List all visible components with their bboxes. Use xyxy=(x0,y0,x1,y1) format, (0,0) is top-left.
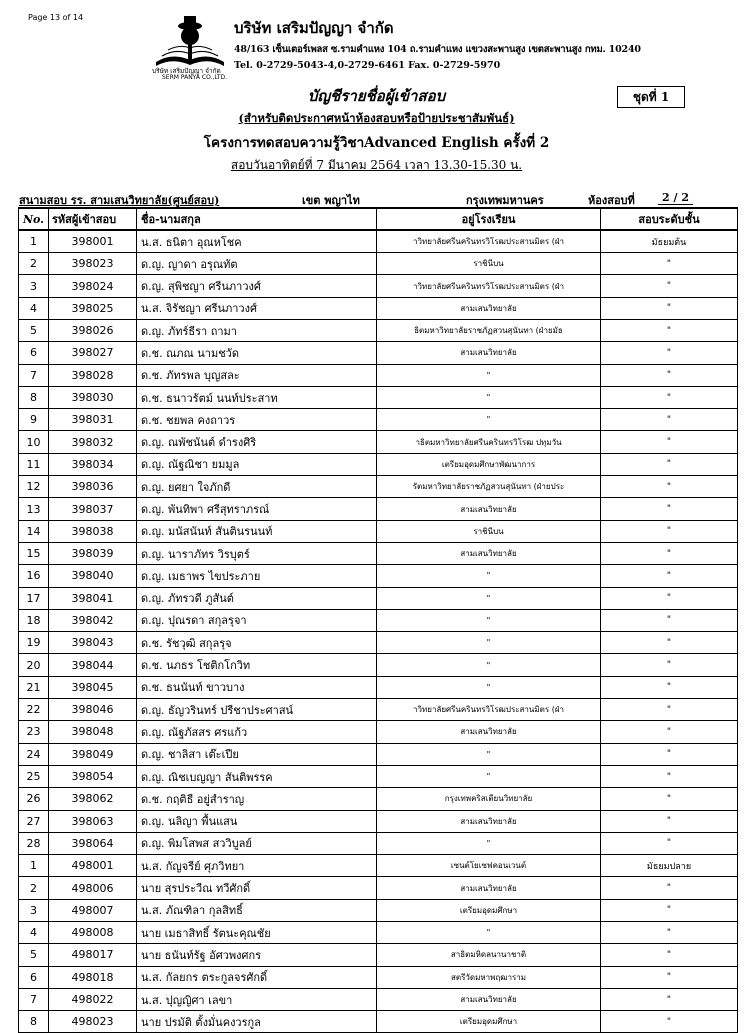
candidate-school: สาธิตมหิดลนานาชาติ xyxy=(377,944,601,966)
candidate-school: าวิทยาลัยศรีนครินทรวิโรฒประสานมิตร (ฝ่า xyxy=(377,699,601,721)
table-row xyxy=(19,476,738,498)
candidate-name: ด.ช. ณภณ นามชวัด xyxy=(137,342,377,364)
row-number: 19 xyxy=(19,632,49,654)
table-row xyxy=(19,832,738,854)
candidate-id: 398063 xyxy=(49,810,137,832)
candidate-id: 398054 xyxy=(49,765,137,787)
exam-level: " xyxy=(601,275,738,297)
exam-level: " xyxy=(601,944,738,966)
table-row xyxy=(19,342,738,364)
row-number: 20 xyxy=(19,654,49,676)
candidate-name: ด.ญ. ยศยา ใจภักดี xyxy=(137,476,377,498)
candidate-id: 398032 xyxy=(49,431,137,453)
candidate-school: เตรียมอุดมศึกษาพัฒนาการ xyxy=(377,453,601,475)
exam-level: " xyxy=(601,476,738,498)
exam-level: " xyxy=(601,565,738,587)
candidate-name: นาย ธนันท์รัฐ อัศวพงศกร xyxy=(137,944,377,966)
table-row xyxy=(19,364,738,386)
table-row xyxy=(19,609,738,631)
candidate-id: 398046 xyxy=(49,699,137,721)
candidate-school: " xyxy=(377,765,601,787)
project-title: โครงการทดสอบความรู้วิชาAdvanced English ครั้งที่ 2 xyxy=(203,135,550,151)
company-name: บริษัท เสริมปัญญา จำกัด xyxy=(234,19,394,37)
exam-level: " xyxy=(601,632,738,654)
candidate-id: 398023 xyxy=(49,253,137,275)
candidate-id: 398040 xyxy=(49,565,137,587)
row-number: 4 xyxy=(19,922,49,944)
document-subtitle: (สำหรับติดประกาศหน้าห้องสอบหรือป้ายประชาสัมพันธ์) xyxy=(238,111,515,125)
candidate-name: นาย สุรประวีณ ทวีศักดิ์ xyxy=(137,877,377,899)
candidate-id: 398034 xyxy=(49,453,137,475)
candidate-id: 398031 xyxy=(49,409,137,431)
table-row xyxy=(19,431,738,453)
candidate-school: " xyxy=(377,364,601,386)
exam-level: มัธยมต้น xyxy=(601,230,738,252)
row-number: 9 xyxy=(19,409,49,431)
exam-level: " xyxy=(601,498,738,520)
row-number: 15 xyxy=(19,542,49,564)
exam-level: " xyxy=(601,743,738,765)
row-number: 24 xyxy=(19,743,49,765)
candidate-school: " xyxy=(377,587,601,609)
exam-level: " xyxy=(601,409,738,431)
row-number: 28 xyxy=(19,832,49,854)
candidate-name: ด.ญ. ชาลิสา เต๊ะเปีย xyxy=(137,743,377,765)
candidate-name: ด.ช. ธนนันท์ ขาวบาง xyxy=(137,676,377,698)
table-row xyxy=(19,944,738,966)
table-row xyxy=(19,988,738,1010)
row-number: 8 xyxy=(19,1011,49,1033)
table-row xyxy=(19,409,738,431)
exam-level: " xyxy=(601,810,738,832)
candidate-name: ด.ญ. นลิญา พื้นแสน xyxy=(137,810,377,832)
candidate-school: สามเสนวิทยาลัย xyxy=(377,297,601,319)
company-phone: Tel. 0-2729-5043-4,0-2729-6461 Fax. 0-2729-5970 xyxy=(234,60,501,71)
table-row xyxy=(19,676,738,698)
row-number: 26 xyxy=(19,788,49,810)
candidate-name: ด.ญ. สุพิชญา ศรีนภาวงศ์ xyxy=(137,275,377,297)
row-number: 6 xyxy=(19,342,49,364)
candidate-id: 398026 xyxy=(49,319,137,341)
header-no: No. xyxy=(19,208,49,230)
row-number: 7 xyxy=(19,988,49,1010)
candidate-table xyxy=(18,207,738,1033)
exam-level: " xyxy=(601,542,738,564)
candidate-name: ด.ญ. เมธาพร ไขประภาย xyxy=(137,565,377,587)
candidate-name: ด.ญ. ณัฐณิชา ยมมูล xyxy=(137,453,377,475)
header-full-name: ชื่อ-นามสกุล xyxy=(137,208,377,230)
set-number-box: ชุดที่ 1 xyxy=(617,86,685,108)
table-row xyxy=(19,565,738,587)
row-number: 1 xyxy=(19,855,49,877)
table-row xyxy=(19,743,738,765)
exam-level: " xyxy=(601,721,738,743)
table-row xyxy=(19,922,738,944)
candidate-id: 498001 xyxy=(49,855,137,877)
candidate-id: 398028 xyxy=(49,364,137,386)
candidate-id: 398042 xyxy=(49,609,137,631)
row-number: 8 xyxy=(19,386,49,408)
candidate-school: สามเสนวิทยาลัย xyxy=(377,810,601,832)
exam-level: " xyxy=(601,453,738,475)
exam-level: " xyxy=(601,699,738,721)
candidate-school: สามเสนวิทยาลัย xyxy=(377,342,601,364)
company-address: 48/163 เซ็นเตอร์เพลส ซ.รามคำแหง 104 ถ.รามคำแหง แขวงสะพานสูง เขตสะพานสูง กทม. 10240 xyxy=(234,44,641,55)
exam-level: " xyxy=(601,1011,738,1033)
exam-level: " xyxy=(601,609,738,631)
candidate-id: 398062 xyxy=(49,788,137,810)
logo-caption-thai: บริษัท เสริมปัญญา จำกัด xyxy=(152,67,221,75)
candidate-name: ด.ญ. ญาดา อรุณทัต xyxy=(137,253,377,275)
table-row xyxy=(19,275,738,297)
table-row xyxy=(19,788,738,810)
row-number: 2 xyxy=(19,877,49,899)
table-body xyxy=(19,230,738,1033)
candidate-school: " xyxy=(377,676,601,698)
candidate-school: " xyxy=(377,922,601,944)
table-row xyxy=(19,855,738,877)
exam-level: " xyxy=(601,364,738,386)
candidate-id: 498007 xyxy=(49,899,137,921)
row-number: 3 xyxy=(19,899,49,921)
candidate-id: 498018 xyxy=(49,966,137,988)
table-row xyxy=(19,542,738,564)
candidate-name: ด.ญ. ธัญวรินทร์ ปรีชาประศาสน์ xyxy=(137,699,377,721)
candidate-school: " xyxy=(377,609,601,631)
candidate-school: าวิทยาลัยศรีนครินทรวิโรฒประสานมิตร (ฝ่า xyxy=(377,275,601,297)
exam-level: " xyxy=(601,676,738,698)
row-number: 13 xyxy=(19,498,49,520)
candidate-id: 398041 xyxy=(49,587,137,609)
candidate-id: 398001 xyxy=(49,230,137,252)
logo-caption-english: SERM PANYA CO.,LTD. xyxy=(162,74,228,81)
candidate-id: 498006 xyxy=(49,877,137,899)
candidate-school: รัตมหาวิทยาลัยราชภัฏสวนสุนันทา (ฝ่ายประ xyxy=(377,476,601,498)
row-number: 7 xyxy=(19,364,49,386)
candidate-school: สามเสนวิทยาลัย xyxy=(377,988,601,1010)
candidate-name: ด.ญ. ณพัชนันต์ ดำรงศิริ xyxy=(137,431,377,453)
exam-level: " xyxy=(601,765,738,787)
table-row xyxy=(19,654,738,676)
row-number: 5 xyxy=(19,319,49,341)
row-number: 1 xyxy=(19,230,49,252)
exam-level: " xyxy=(601,922,738,944)
exam-level: " xyxy=(601,253,738,275)
table-row xyxy=(19,319,738,341)
candidate-name: น.ส. ปุญญิศา เลขา xyxy=(137,988,377,1010)
candidate-school: เซนต์โยเซฟคอนเวนต์ xyxy=(377,855,601,877)
candidate-id: 498022 xyxy=(49,988,137,1010)
candidate-id: 398064 xyxy=(49,832,137,854)
table-row xyxy=(19,699,738,721)
table-row xyxy=(19,253,738,275)
exam-level: " xyxy=(601,966,738,988)
exam-level: " xyxy=(601,654,738,676)
candidate-school: ธิตมหาวิทยาลัยราชภัฏสวนสุนันทา (ฝ่ายมัธ xyxy=(377,319,601,341)
candidate-name: ด.ญ. นาราภัทร วิรบุตร์ xyxy=(137,542,377,564)
candidate-name: ด.ช. กฤติธี อยู่สำราญ xyxy=(137,788,377,810)
header-level: สอบระดับชั้น xyxy=(601,208,738,230)
row-number: 5 xyxy=(19,944,49,966)
candidate-name: น.ส. กัลยกร ตระกูลจรศักดิ์ xyxy=(137,966,377,988)
candidate-name: น.ส. จิรัชญา ศรีนภาวงศ์ xyxy=(137,297,377,319)
exam-level: " xyxy=(601,587,738,609)
header-candidate-id: รหัสผู้เข้าสอบ xyxy=(49,208,137,230)
row-number: 14 xyxy=(19,520,49,542)
table-row xyxy=(19,453,738,475)
row-number: 23 xyxy=(19,721,49,743)
row-number: 3 xyxy=(19,275,49,297)
exam-level: " xyxy=(601,788,738,810)
candidate-name: น.ส. ธนิตา อุณหโชค xyxy=(137,230,377,252)
candidate-id: 398027 xyxy=(49,342,137,364)
table-row xyxy=(19,520,738,542)
row-number: 11 xyxy=(19,453,49,475)
candidate-id: 398044 xyxy=(49,654,137,676)
candidate-name: ด.ญ. พันทิพา ศรีสุทราภรณ์ xyxy=(137,498,377,520)
candidate-name: ด.ช. รัชวุฒิ สกุลรุจ xyxy=(137,632,377,654)
candidate-name: ด.ช. นภธร โชติกโกวิท xyxy=(137,654,377,676)
row-number: 22 xyxy=(19,699,49,721)
candidate-id: 398024 xyxy=(49,275,137,297)
candidate-id: 398048 xyxy=(49,721,137,743)
row-number: 4 xyxy=(19,297,49,319)
candidate-id: 398037 xyxy=(49,498,137,520)
exam-level: " xyxy=(601,877,738,899)
exam-level: " xyxy=(601,431,738,453)
candidate-school: " xyxy=(377,386,601,408)
candidate-school: ราชินีบน xyxy=(377,520,601,542)
table-row xyxy=(19,966,738,988)
candidate-school: ราชินีบน xyxy=(377,253,601,275)
table-row xyxy=(19,386,738,408)
candidate-id: 398039 xyxy=(49,542,137,564)
table-row xyxy=(19,1011,738,1033)
document-title: บัญชีรายชื่อผู้เข้าสอบ xyxy=(307,87,446,105)
candidate-name: ด.ช. ชยพล คงถาวร xyxy=(137,409,377,431)
table-row xyxy=(19,587,738,609)
candidate-name: นาย เมธาสิทธิ์ รัตนะคุณชัย xyxy=(137,922,377,944)
candidate-id: 398036 xyxy=(49,476,137,498)
row-number: 17 xyxy=(19,587,49,609)
row-number: 16 xyxy=(19,565,49,587)
table-row xyxy=(19,877,738,899)
candidate-name: ด.ช. ธนาวรัตม์ นนท์ประสาท xyxy=(137,386,377,408)
candidate-id: 398038 xyxy=(49,520,137,542)
candidate-school: " xyxy=(377,832,601,854)
exam-level: มัธยมปลาย xyxy=(601,855,738,877)
candidate-id: 498008 xyxy=(49,922,137,944)
exam-level: " xyxy=(601,520,738,542)
table-row xyxy=(19,632,738,654)
candidate-school: สามเสนวิทยาลัย xyxy=(377,498,601,520)
table-row xyxy=(19,230,738,252)
candidate-school: กรุงเทพคริสเตียนวิทยาลัย xyxy=(377,788,601,810)
row-number: 2 xyxy=(19,253,49,275)
exam-level: " xyxy=(601,386,738,408)
candidate-name: น.ส. ภัณฑิลา กุลสิทธิ์ xyxy=(137,899,377,921)
exam-level: " xyxy=(601,297,738,319)
row-number: 6 xyxy=(19,966,49,988)
candidate-id: 398030 xyxy=(49,386,137,408)
table-row xyxy=(19,498,738,520)
page-number: Page 13 of 14 xyxy=(28,13,84,22)
exam-room-number: 2 / 2 xyxy=(658,191,693,205)
candidate-name: ด.ญ. ภัทรวดี ภูสันต์ xyxy=(137,587,377,609)
candidate-school: " xyxy=(377,565,601,587)
candidate-school: " xyxy=(377,632,601,654)
candidate-school: " xyxy=(377,743,601,765)
exam-level: " xyxy=(601,319,738,341)
candidate-name: ด.ญ. ณิชเบญญา สันติพรรค xyxy=(137,765,377,787)
candidate-id: 498017 xyxy=(49,944,137,966)
candidate-id: 398025 xyxy=(49,297,137,319)
header-school: อยู่โรงเรียน xyxy=(377,208,601,230)
exam-date: สอบวันอาทิตย์ที่ 7 มีนาคม 2564 เวลา 13.30-15.30 น. xyxy=(230,158,523,172)
candidate-school: าธิตมหาวิทยาลัยศรีนครินทรวิโรฒ ปทุมวัน xyxy=(377,431,601,453)
exam-level: " xyxy=(601,899,738,921)
candidate-id: 398049 xyxy=(49,743,137,765)
candidate-school: " xyxy=(377,654,601,676)
exam-level: " xyxy=(601,832,738,854)
candidate-name: ด.ญ. ปุณรดา สกุลรุจา xyxy=(137,609,377,631)
row-number: 18 xyxy=(19,609,49,631)
candidate-school: " xyxy=(377,409,601,431)
table-row xyxy=(19,765,738,787)
row-number: 27 xyxy=(19,810,49,832)
candidate-name: ด.ช. ภัทรพล บุญสละ xyxy=(137,364,377,386)
candidate-name: ด.ญ. ณัฐภัสสร ศรแก้ว xyxy=(137,721,377,743)
candidate-table-container xyxy=(18,207,737,1033)
table-header-row xyxy=(19,208,738,230)
candidate-school: สามเสนวิทยาลัย xyxy=(377,877,601,899)
table-row xyxy=(19,297,738,319)
row-number: 21 xyxy=(19,676,49,698)
exam-level: " xyxy=(601,988,738,1010)
row-number: 25 xyxy=(19,765,49,787)
candidate-school: สามเสนวิทยาลัย xyxy=(377,721,601,743)
venue-province: กรุงเทพมหานคร xyxy=(466,194,544,207)
candidate-name: ด.ญ. ภัทร์ธีรา ถามา xyxy=(137,319,377,341)
candidate-school: เตรียมอุดมศึกษา xyxy=(377,1011,601,1033)
venue-district: เขต พญาไท xyxy=(302,194,360,207)
candidate-school: เตรียมอุดมศึกษา xyxy=(377,899,601,921)
exam-room-label: ห้องสอบที่ xyxy=(588,194,635,207)
candidate-id: 398043 xyxy=(49,632,137,654)
candidate-school: าวิทยาลัยศรีนครินทรวิโรฒประสานมิตร (ฝ่า xyxy=(377,230,601,252)
row-number: 12 xyxy=(19,476,49,498)
candidate-id: 398045 xyxy=(49,676,137,698)
table-row xyxy=(19,721,738,743)
table-row xyxy=(19,899,738,921)
candidate-name: ด.ญ. พิมโสพส สววิบูลย์ xyxy=(137,832,377,854)
exam-level: " xyxy=(601,342,738,364)
candidate-name: ด.ญ. มนัสนันท์ สันตินรนนท์ xyxy=(137,520,377,542)
candidate-school: สตรีวัดมหาพฤฒาราม xyxy=(377,966,601,988)
exam-venue: สนามสอบ รร. สามเสนวิทยาลัย(ศูนย์สอบ) xyxy=(19,194,220,207)
table-row xyxy=(19,810,738,832)
candidate-name: น.ส. กัญจรีย์ ศุภวิทยา xyxy=(137,855,377,877)
candidate-name: นาย ปรมัติ ตั้งมั่นคงวรกูล xyxy=(137,1011,377,1033)
row-number: 10 xyxy=(19,431,49,453)
candidate-school: สามเสนวิทยาลัย xyxy=(377,542,601,564)
candidate-id: 498023 xyxy=(49,1011,137,1033)
